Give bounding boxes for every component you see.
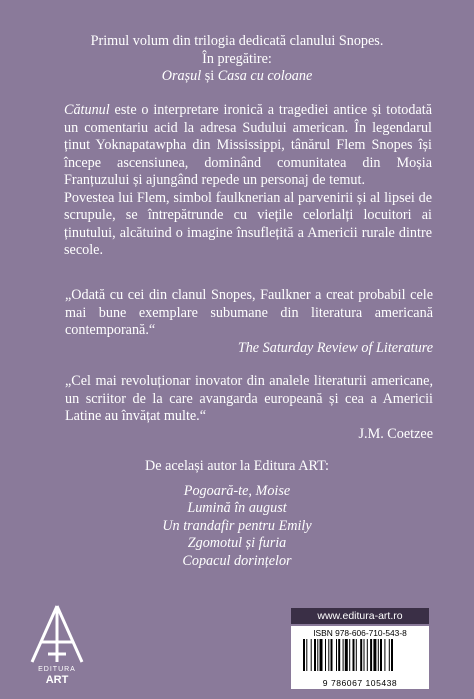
description-paragraph-2: Povestea lui Flem, simbol faulknerian al parvenirii și al lipsei de scrupule, se întrepătrunde cu viețile celorlalți locuitori ai ținutului, alcătuind o imagine însuflețită a Americii rurale dintre secole. <box>64 189 432 258</box>
description-block <box>64 102 432 260</box>
barcode-digits: 9 786067 105438 <box>322 678 398 688</box>
intro-block <box>40 33 434 86</box>
publisher-logo-text <box>24 665 90 687</box>
description-paragraph-1 <box>64 102 432 190</box>
book-list-item: Copacul dorințelor <box>182 552 292 569</box>
book-title: Cătunul <box>64 102 110 118</box>
upcoming-title-1: Orașul <box>161 68 202 84</box>
isbn-label: ISBN 978-606-710-543-8 <box>313 628 407 638</box>
quote-2 <box>65 373 433 443</box>
intro-line-3 <box>40 68 434 86</box>
isbn-barcode <box>291 626 429 689</box>
logo-line-2: ART <box>45 674 69 686</box>
book-list-item: Lumină în august <box>187 500 287 516</box>
also-by-heading: De același autor la Editura ART: <box>145 458 329 474</box>
logo-line-1: EDITURA <box>38 666 76 673</box>
intro-conjunction: și <box>201 68 218 84</box>
quote-2-text: „Cel mai revoluționar inovator din analele literaturii americane, un scriitor de la care avangarda europeană și cea a Americii Latine au învățat multe.“ <box>65 373 433 424</box>
barcode-bars-icon <box>301 639 425 677</box>
intro-line-1: Primul volum din trilogia dedicată clanului Snopes. <box>90 33 384 49</box>
book-list-item: Un trandafir pentru Emily <box>162 517 312 534</box>
also-by-block <box>40 458 434 570</box>
quote-2-source: J.M. Coetzee <box>358 425 433 442</box>
description-paragraph-1-text: este o interpretare ironică a tragediei antice și totodată un comentariu acid la adresa Sudului american. În legendarul ținut Yoknapatawpha din Mississippi, tânărul Flem Snopes își începe ascensiunea, dominând comunitatea din Moșia Franțuzului și ajungând repede un personaj de temut. <box>64 102 432 188</box>
quote-1 <box>65 287 433 357</box>
publisher-url: www.editura-art.ro <box>291 608 429 624</box>
book-list-item: Pogoară-te, Moise <box>183 482 291 499</box>
intro-line-2: În pregătire: <box>202 50 272 67</box>
quote-1-source: The Saturday Review of Literature <box>237 339 433 356</box>
quote-1-text: „Odată cu cei din clanul Snopes, Faulkner a creat probabil cele mai bune exemplare subumane din literatura americană contemporană.“ <box>65 287 433 338</box>
upcoming-title-2: Casa cu coloane <box>217 68 313 84</box>
book-list-item: Zgomotul și furia <box>187 535 287 551</box>
